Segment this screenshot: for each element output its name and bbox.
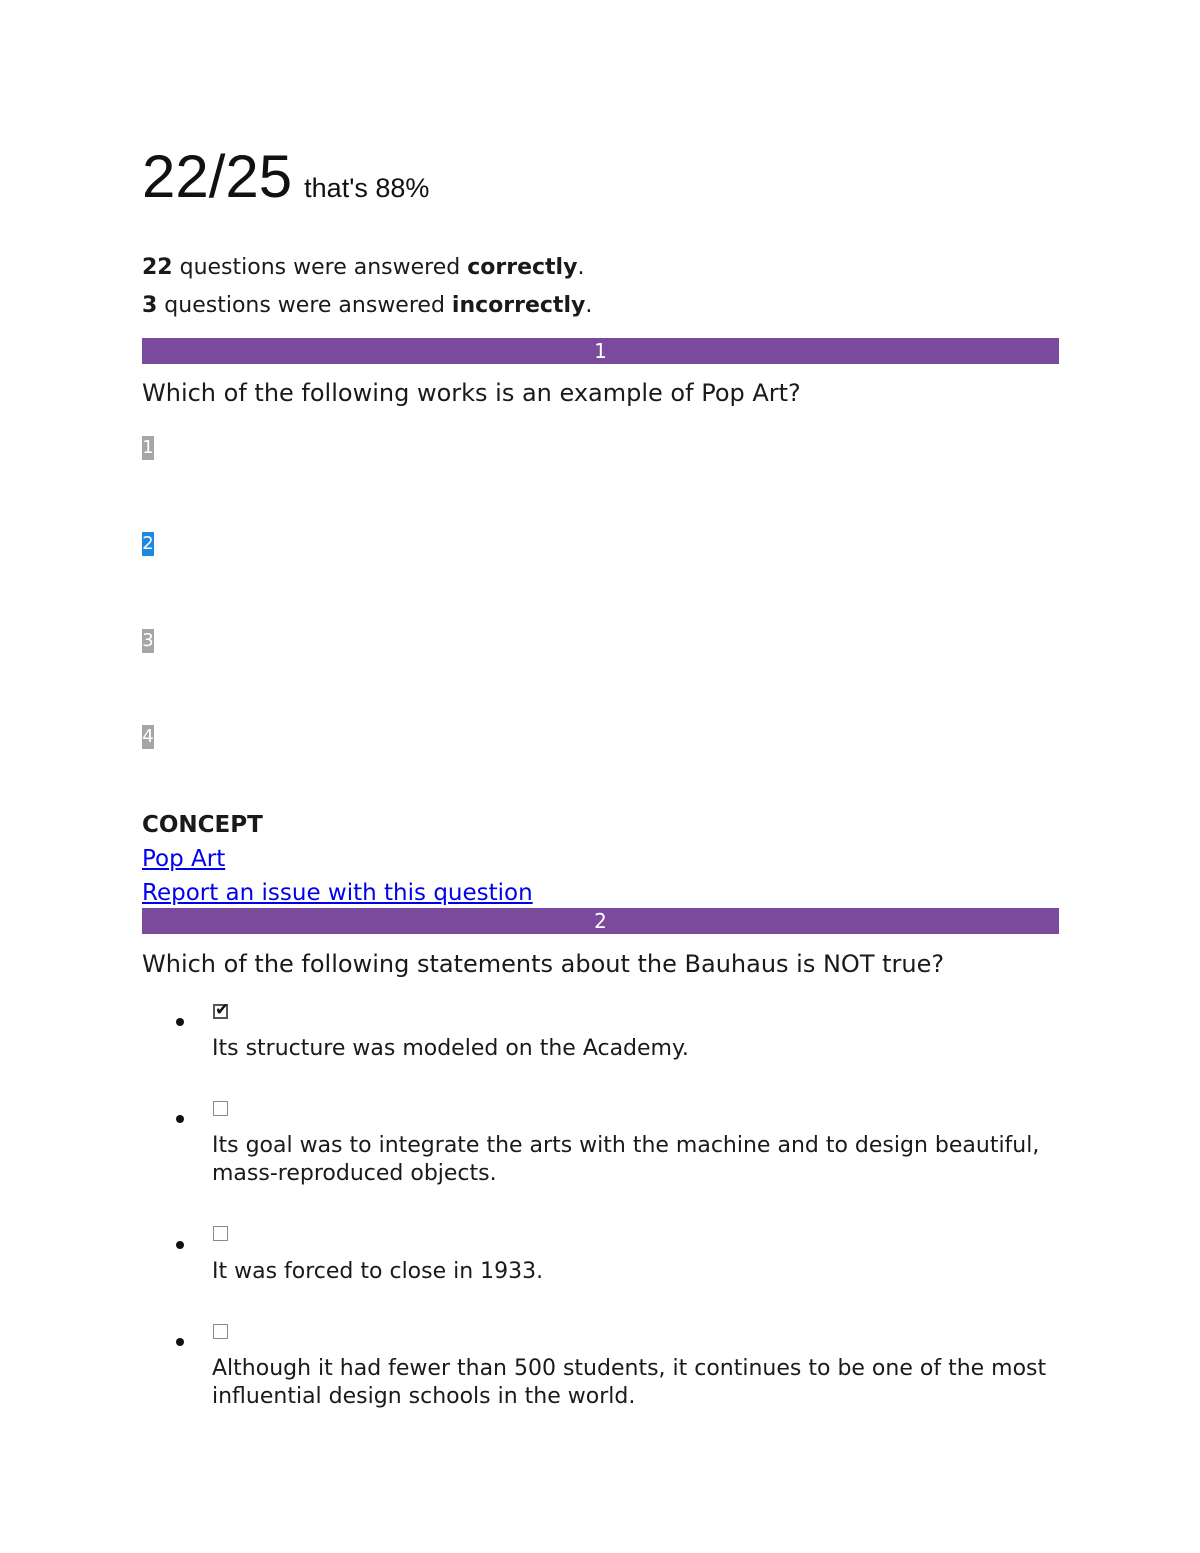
answer-4-checkbox[interactable]: [213, 1324, 228, 1339]
incorrect-summary-text: questions were answered: [157, 293, 452, 318]
report-issue-link[interactable]: Report an issue with this question: [142, 880, 533, 906]
option-4[interactable]: 4: [142, 726, 154, 747]
checkmark-icon: ✔: [215, 1000, 230, 1020]
bullet: [176, 1115, 184, 1123]
answer-2-checkbox[interactable]: [213, 1101, 228, 1116]
option-1[interactable]: 1: [142, 437, 154, 458]
option-2-selected[interactable]: 2: [142, 533, 154, 554]
answer-1-checkbox[interactable]: [213, 1000, 230, 1020]
correct-summary-text: questions were answered: [172, 255, 468, 280]
bullet: [176, 1241, 184, 1249]
concept-link-pop-art[interactable]: Pop Art: [142, 846, 226, 872]
question-2-text: Which of the following statements about the Bauhaus is NOT true?: [142, 950, 945, 978]
correct-word: correctly: [467, 255, 578, 280]
incorrect-summary: 3 questions were answered incorrectly.: [142, 293, 593, 318]
incorrect-count: 3: [142, 293, 158, 318]
answer-1-text: Its structure was modeled on the Academy.: [212, 1036, 689, 1061]
incorrect-word: incorrectly: [451, 293, 586, 318]
bullet: [176, 1018, 184, 1026]
option-3[interactable]: 3: [142, 630, 154, 651]
answer-4-text: Although it had fewer than 500 students, it continues to be one of the most influential design schools in the world.: [212, 1356, 1047, 1409]
score-percent: that's 88%: [304, 173, 430, 203]
answer-2-text: Its goal was to integrate the arts with the machine and to design beautiful, mass-reproduced objects.: [212, 1133, 1040, 1186]
question-1-header-bar: 1: [142, 338, 1059, 364]
answer-3-checkbox[interactable]: [213, 1226, 228, 1241]
question-1-text: Which of the following works is an example of Pop Art?: [142, 379, 801, 407]
correct-summary: 22 questions were answered correctly.: [142, 255, 585, 280]
score-fraction: 22/25: [142, 143, 293, 210]
concept-label: CONCEPT: [142, 812, 263, 838]
question-2-header-bar: 2: [142, 908, 1059, 934]
correct-count: 22: [142, 255, 173, 280]
answer-3-text: It was forced to close in 1933.: [212, 1259, 544, 1284]
bullet: [176, 1338, 184, 1346]
score-header: [142, 142, 429, 211]
